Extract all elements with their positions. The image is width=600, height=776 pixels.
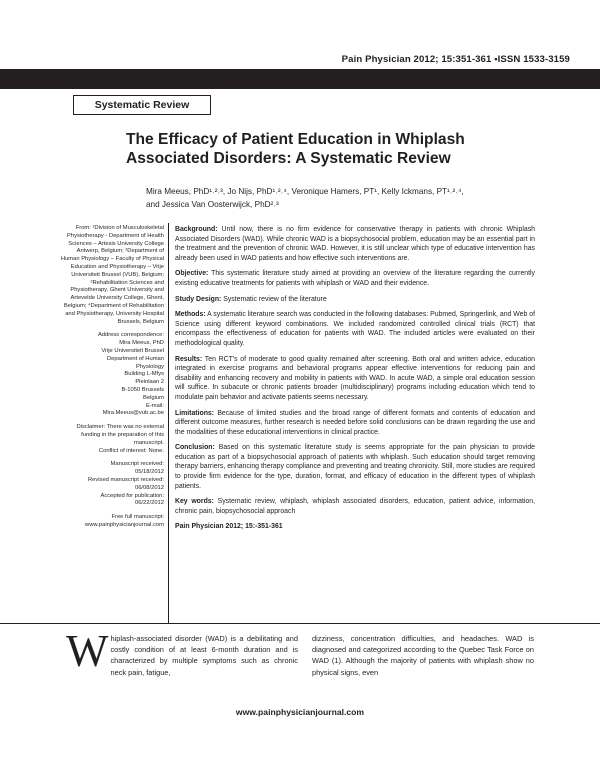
section-text: Because of limited studies and the broad range of different formats and contents of education and different outcome measures, further research is needed before solid conclusions can be drawn regarding the use and the modalities of these educational interventions in clinical practice. — [175, 409, 535, 436]
sidebar-divider — [168, 223, 169, 623]
title-line-1: The Efficacy of Patient Education in Whiplash — [126, 131, 465, 148]
address-line: Building L-Mfys — [124, 371, 164, 378]
address-line: Mira Meeus, PhD — [119, 340, 164, 347]
section-label: Limitations: — [175, 409, 215, 417]
footer-url: www.painphysicianjournal.com — [235, 707, 365, 717]
header-bar — [0, 69, 600, 89]
affiliations: From: ¹Division of Musculoskeletal Physiotherapy - Department of Health Sciences – Artesis University College Antwerp, Belgium; ²Department of Human Physiology – Faculty of Physical Education and Physiotherapy – Vrije Universiteit Brussel (VUB), Belgium; ³Rehabilitation Sciences and Physiotherapy, Ghent University and Artevelde University College, Ghent, Belgium; ⁴Department of Rehabilitation and Physiotherapy, University Hospital Brussels, Belgium — [60, 225, 164, 325]
accepted-label: Accepted for publication: — [100, 492, 164, 499]
author-list — [146, 185, 526, 211]
fulltext-label: Free full manuscript: — [111, 514, 164, 521]
section-text: Until now, there is no firm evidence for conservative therapy in patients with chronic Whiplash Associated Disorders (WAD). While chronic WAD is a biopsychosocial problem, education may be an essential part in the treatment and the prevention of chronic WAD. However, it is still unclear which type of educative intervention has already been used in WAD patients and how effective such interventions are. — [175, 226, 535, 262]
body-text: dizziness, concentration difficulties, and headaches. WAD is diagnosed and categorized according to the Quebec Task Force on WAD (1). Although the majority of patients with whiplash show no physical signs, even — [312, 634, 534, 677]
conflict-of-interest: Conflict of interest: None. — [98, 447, 164, 454]
section-divider — [0, 623, 600, 624]
journal-reference: Pain Physician 2012; 15:351-361 •ISSN 1533-3159 — [341, 54, 570, 65]
revised-date: 06/08/2012 — [134, 484, 164, 491]
address-block — [58, 332, 164, 418]
drop-cap: W — [66, 626, 109, 676]
received-label: Manuscript received: — [110, 461, 164, 468]
accepted-date: 06/22/2012 — [134, 500, 164, 507]
address-line: Department of Human — [106, 355, 164, 362]
section-label: Key words: — [175, 498, 214, 506]
section-label: Background: — [175, 226, 218, 233]
section-label: Results: — [175, 355, 203, 363]
abstract-keywords — [175, 497, 535, 516]
abstract-design — [175, 295, 535, 305]
authors-line-2: and Jessica Van Oosterwijck, PhD²˒³ — [146, 200, 279, 209]
disclaimer: Disclaimer: There was no external funding in the preparation of this manuscript. — [76, 424, 164, 446]
abstract-methods — [175, 310, 535, 348]
fulltext-link[interactable]: www.painphysicianjournal.com — [85, 521, 164, 528]
section-text: Based on this systematic literature study is seems appropriate for the pain physician to provide education as part of a biopsychosocial approach of patients with whiplash. Such education should target removing therapy barriers, enhancing therapy compliance and preventing and treating chronicity. Still, more studies are required to provide firm evidence for the type, duration, format, and efficacy of education in the different types of whiplash patients. — [175, 444, 535, 490]
email-label: E-mail: — [145, 402, 164, 409]
sidebar-info — [58, 225, 164, 534]
body-column-2 — [312, 633, 534, 678]
body-text: hiplash-associated disorder (WAD) is a debilitating and costly condition of at least 6-month duration and is characterized by multiple symptoms such as chronic neck pain, fatigue, — [110, 634, 298, 677]
revised-label: Revised manuscript received: — [87, 476, 164, 483]
abstract-results — [175, 355, 535, 403]
section-text: This systematic literature study aimed at providing an overview of the literature regarding the currently existing educative treatments for patients with whiplash or WAD and their evidence. — [175, 270, 535, 287]
section-label: Methods: — [175, 311, 206, 319]
abstract — [175, 225, 535, 532]
section-label: Conclusion: — [175, 444, 215, 452]
address-line: Vrije Universiteit Brussel — [101, 347, 164, 354]
abstract-conclusion — [175, 443, 535, 491]
abstract-objective — [175, 269, 535, 288]
article-type-box — [73, 95, 211, 115]
article-title — [126, 130, 526, 168]
section-text: Ten RCT's of moderate to good quality remained after screening. Both oral and written advice, education integrated in exercise programs and behavioral programs appear effective interventions for reducing pain and disability and enhancing recovery and mobility in patients with WAD. In acute WAD, a simple oral education session will suffice. In subacute or chronic patients broader (multidisciplinary) programs including education which tend to modulate pain behavior and activate patients seems necessary. — [175, 355, 535, 401]
dates-block — [58, 461, 164, 508]
section-text: Systematic review, whiplash, whiplash associated disorders, education, patient advice, information, chronic pain, biopsychosocial approach — [175, 498, 535, 515]
body-column-1 — [66, 626, 298, 678]
section-label: Study Design: — [175, 295, 222, 303]
abstract-limitations — [175, 409, 535, 438]
abstract-background — [175, 225, 535, 263]
abstract-citation: Pain Physician 2012; 15:-351-361 — [175, 523, 283, 531]
received-date: 05/18/2012 — [134, 469, 164, 476]
disclosure-block — [58, 424, 164, 455]
section-label: Objective: — [175, 270, 209, 278]
authors-line-1: Mira Meeus, PhD¹˒²˒³, Jo Nijs, PhD¹˒²˒⁴, Veronique Hamers, PT¹, Kelly Ickmans, PT¹˒²˒⁴, — [146, 187, 464, 196]
address-line: B-1050 Brussels — [121, 386, 164, 393]
article-type-label: Systematic Review — [94, 99, 190, 111]
address-label: Address correspondence: — [97, 332, 164, 339]
address-line: Physiology — [135, 363, 164, 370]
email-link[interactable]: Mira.Meeus@vub.ac.be — [102, 410, 164, 417]
address-line: Pleinlaan 2 — [135, 379, 164, 386]
title-line-2: Associated Disorders: A Systematic Review — [126, 150, 451, 167]
address-line: Belgium — [143, 394, 164, 401]
section-text: Systematic review of the literature — [223, 295, 327, 303]
section-text: A systematic literature search was conducted in the following databases: Pubmed, Springerlink, and Web of Science using different keyword combinations. We included randomized controlled clinical trials (RCT) that encompass the effectiveness of education for patients with WAD. The included articles were evaluated on their methodological quality. — [175, 311, 535, 347]
fulltext-block — [58, 514, 164, 530]
